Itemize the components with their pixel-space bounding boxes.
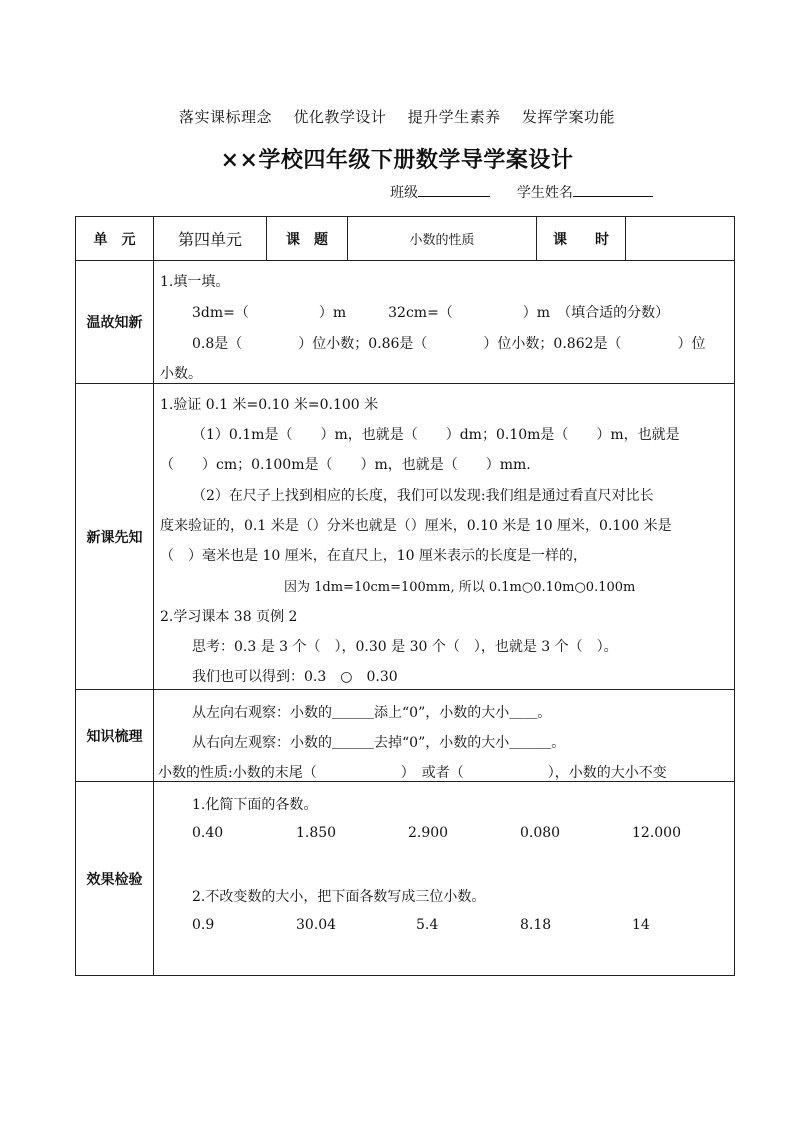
check-question-2: 2.不改变数的大小，把下面各数写成三位小数。 [192, 889, 486, 905]
check-question-1: 1.化简下面的各数。 [192, 797, 318, 813]
knowledge-line: 从右向左观察：小数的＿＿＿去掉“0”，小数的大小＿＿＿。 [192, 735, 566, 751]
new-lesson-line: （1）0.1m是（ ）m，也就是（ ）dm；0.10m是（ ）m，也就是 [192, 427, 680, 443]
topic-label: 课 题 [267, 217, 348, 261]
class-blank[interactable] [418, 182, 490, 197]
student-name-label: 学生姓名 [516, 185, 573, 201]
review-line: 3dm=（ ）m 32cm=（ ）m （填合适的分数） [192, 305, 670, 321]
check-number: 0.080 [520, 825, 561, 841]
review-label: 温故知新 [76, 261, 154, 384]
check-number: 0.9 [192, 917, 215, 933]
knowledge-content [154, 690, 735, 782]
table-header-row [76, 217, 735, 261]
new-lesson-line: 我们也可以得到：0.3 ○ 0.30 [192, 669, 398, 685]
new-lesson-line: 2.学习课本 38 页例 2 [160, 609, 298, 625]
new-lesson-line: 思考：0.3 是 3 个（ ），0.30 是 30 个（ ），也就是 3 个（ ）。 [192, 639, 618, 655]
new-lesson-line: 因为 1dm=10cm=100mm, 所以 0.1m○0.10m○0.100m [284, 580, 636, 595]
new-lesson-row [76, 384, 735, 690]
review-content [154, 261, 735, 384]
knowledge-row [76, 690, 735, 782]
page-title: ××学校四年级下册数学导学案设计 [220, 147, 574, 173]
check-number: 0.40 [192, 825, 224, 841]
check-number: 14 [632, 917, 650, 933]
check-content [154, 782, 735, 976]
review-line: 0.8是（ ）位小数；0.86是（ ）位小数；0.862是（ ）位 [192, 336, 706, 352]
check-number: 1.850 [296, 825, 337, 841]
student-name-blank[interactable] [573, 182, 653, 197]
check-label: 效果检验 [76, 782, 154, 976]
topic-value: 小数的性质 [348, 217, 537, 261]
unit-value: 第四单元 [154, 217, 267, 261]
class-name-line [390, 182, 653, 202]
new-lesson-line: （ ）cm；0.100m是（ ）m，也就是（ ）mm. [160, 457, 531, 473]
check-number: 8.18 [520, 917, 552, 933]
motto-line [0, 106, 794, 127]
review-line: 小数。 [160, 366, 202, 382]
unit-label: 单 元 [76, 217, 154, 261]
study-plan-table [75, 216, 735, 976]
motto-item: 发挥学案功能 [521, 108, 615, 126]
knowledge-line: 小数的性质:小数的末尾（ ） 或者（ ），小数的大小不变 [158, 765, 667, 781]
motto-item: 优化教学设计 [293, 108, 387, 126]
new-lesson-label: 新课先知 [76, 384, 154, 690]
review-row [76, 261, 735, 384]
period-value[interactable] [626, 217, 735, 261]
new-lesson-line: （ ）毫米也是 10 厘米，在直尺上，10 厘米表示的长度是一样的， [160, 548, 587, 564]
period-label: 课 时 [537, 217, 626, 261]
check-number: 30.04 [296, 917, 337, 933]
new-lesson-line: 1.验证 0.1 米=0.10 米=0.100 米 [160, 397, 379, 413]
knowledge-label: 知识梳理 [76, 690, 154, 782]
new-lesson-line: （2）在尺子上找到相应的长度，我们可以发现:我们组是通过看直尺对比长 [192, 488, 654, 504]
check-number: 2.900 [408, 825, 449, 841]
motto-item: 提升学生素养 [407, 108, 501, 126]
motto-item: 落实课标理念 [179, 108, 273, 126]
review-line: 1.填一填。 [160, 274, 230, 290]
class-label: 班级 [390, 185, 418, 201]
new-lesson-line: 度来验证的，0.1 米是（）分米也就是（）厘米，0.10 米是 10 厘米，0.100 米是 [160, 518, 672, 534]
check-number: 12.000 [632, 825, 681, 841]
check-row [76, 782, 735, 976]
check-number: 5.4 [416, 917, 439, 933]
new-lesson-content [154, 384, 735, 690]
knowledge-line: 从左向右观察：小数的＿＿＿添上“0”，小数的大小＿＿。 [192, 705, 552, 721]
